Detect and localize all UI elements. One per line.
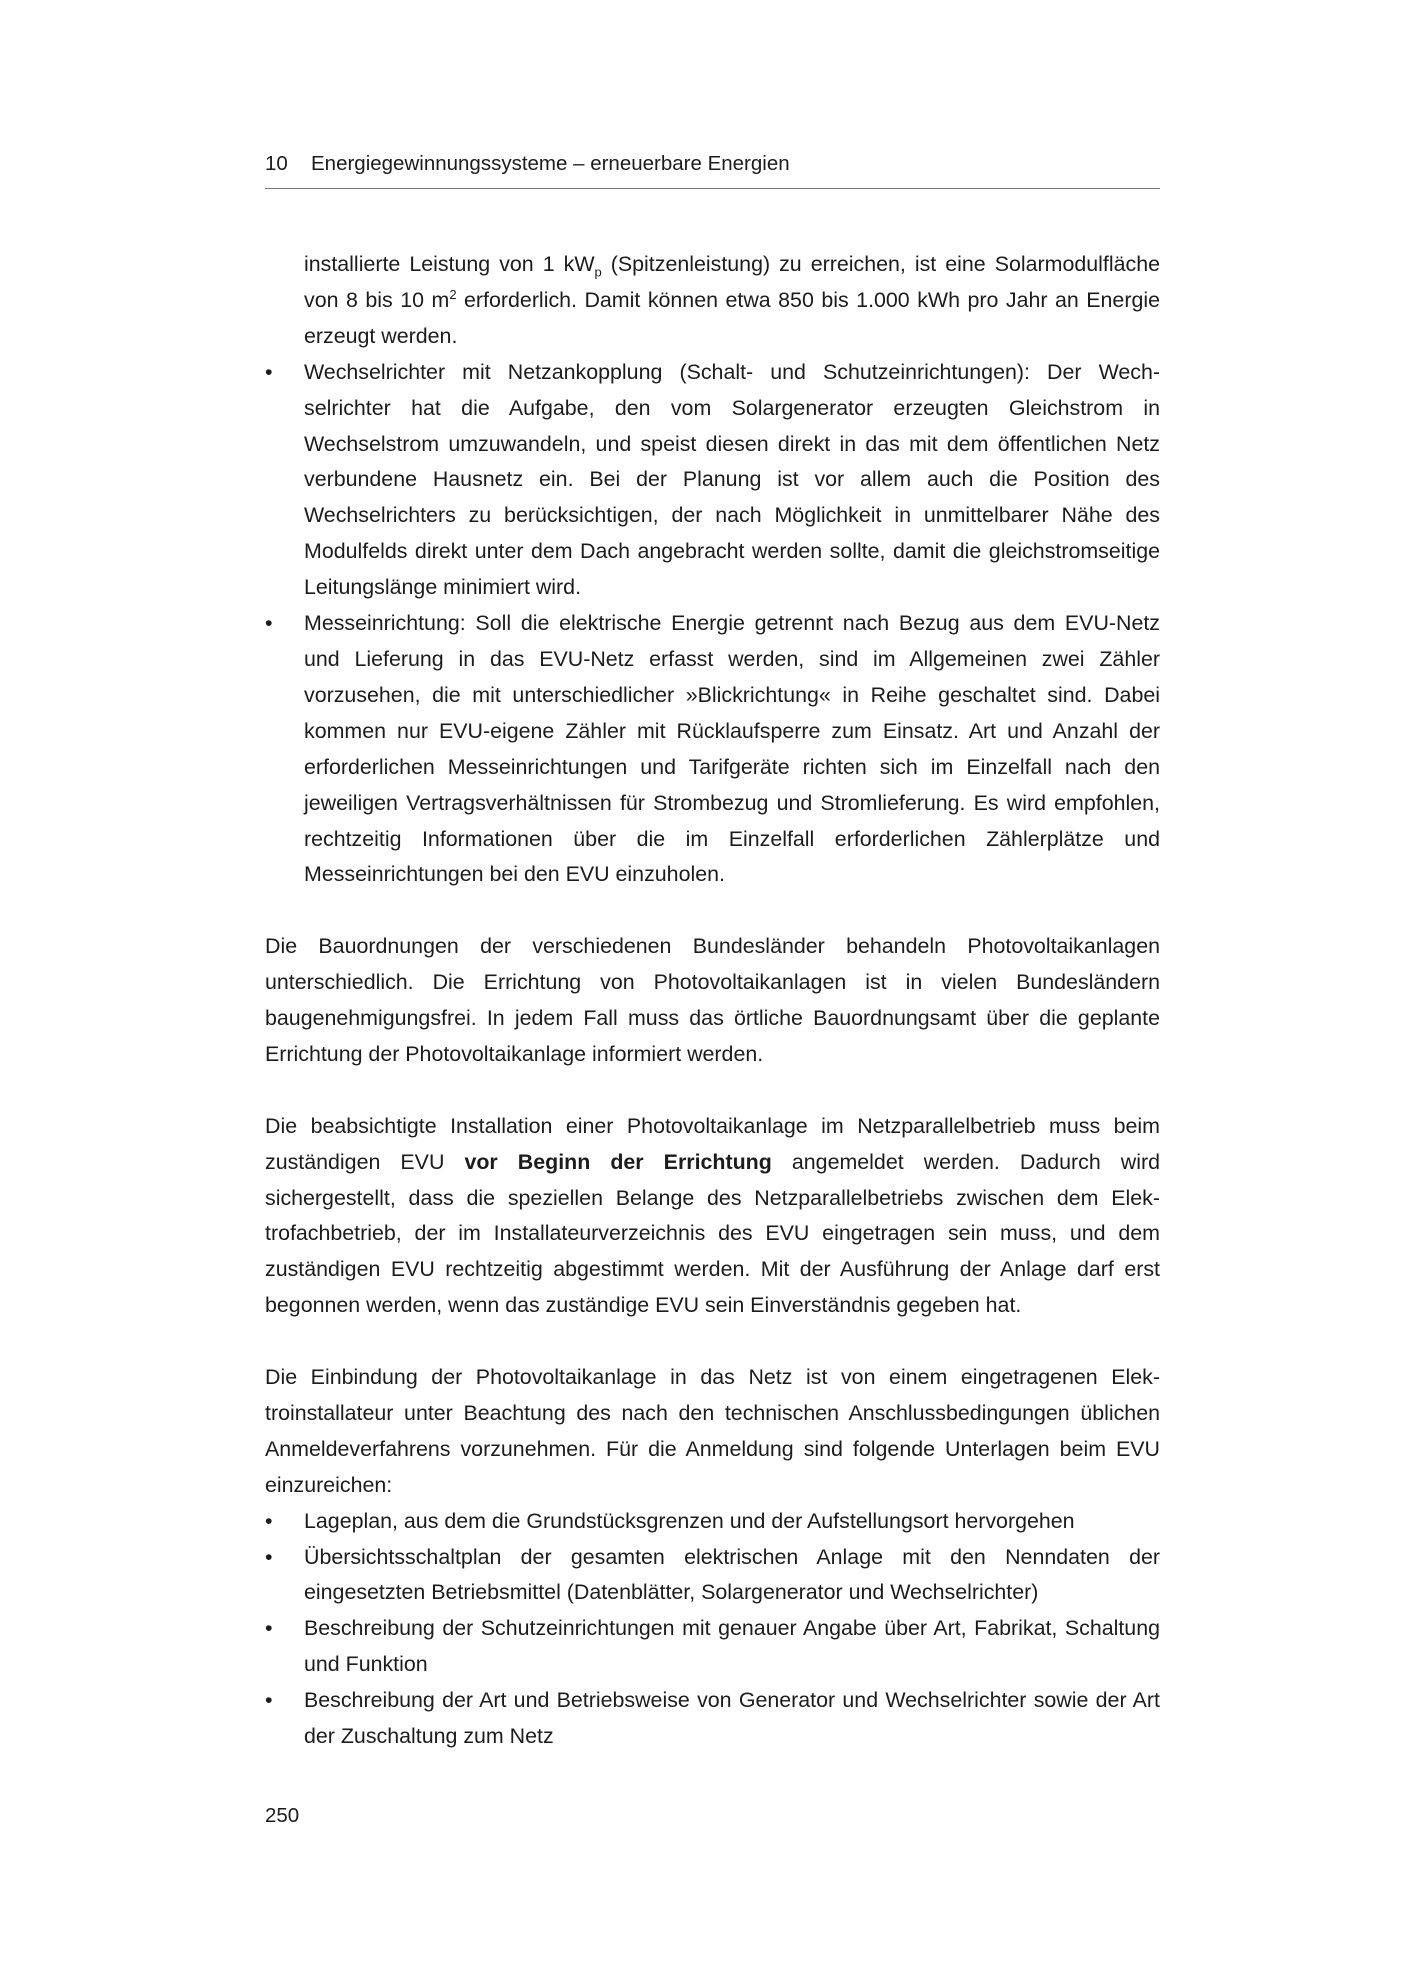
list-item-text: Lageplan, aus dem die Grundstücksgrenzen und der Aufstellungsort hervorgehen xyxy=(304,1508,1075,1533)
bullet-icon: • xyxy=(265,1688,273,1713)
list-item-text: Wechselrichter mit Netzankopplung (Schalt- und Schutzeinrichtungen): Der Wechselrichter hat die Aufgabe, den vom Solargenerator erzeugten Gleichstrom in Wechselstrom umzuwandeln, und speist diesen direkt in das mit dem öffentlichen Netz verbundene Hausnetz ein. Bei der Planung ist vor allem auch die Position des Wechselrichters zu berücksichtigen, der nach Möglichkeit in unmittelbarer Nähe des Modulfelds direkt unter dem Dach angebracht werden sollte, damit die gleichstromseitige Leitungslänge minimiert wird. xyxy=(304,359,1160,600)
list-item xyxy=(265,1504,1160,1540)
bullet-icon: • xyxy=(265,1508,273,1533)
list-item xyxy=(265,1611,1160,1683)
paragraph-text: angemeldet werden. Dadurch wird sichergestellt, dass die speziellen Belange des Netzparallelbetriebs zwischen dem Elektrofachbetrieb, der im Installateurverzeichnis des EVU eingetragen sein muss, und dem zuständigen EVU rechtzeitig abgestimmt werden. Mit der Ausführung der Anlage darf erst begonnen werden, wenn das zuständige EVU sein Einverständnis gegeben hat. xyxy=(265,1149,1160,1318)
documents-list xyxy=(265,1504,1160,1755)
list-item-text: Beschreibung der Schutzeinrichtungen mit genauer Angabe über Art, Fabrikat, Schaltung und Funktion xyxy=(304,1616,1160,1677)
list-item xyxy=(265,606,1160,893)
paragraph-einbindung: Die Einbindung der Photovoltaikanlage in das Netz ist von einem eingetragenen Elektroinstallateur unter Beachtung des nach den technischen Anschlussbedingungen üblichen Anmeldeverfahrens vorzunehmen. Für die Anmeldung sind folgende Unterlagen beim EVU einzureichen: xyxy=(265,1365,1160,1497)
paragraph-text: Die beabsichtigte Installation einer Photovoltaikanlage im Netzparallelbetrieb muss beim zuständigen EVU xyxy=(265,1113,1160,1174)
page-number: 250 xyxy=(265,1804,300,1827)
bullet-icon: • xyxy=(265,359,273,384)
subscript: p xyxy=(594,264,602,280)
list-item xyxy=(265,1683,1160,1755)
list-item-text: Beschreibung der Art und Betriebsweise von Generator und Wechselrichter sowie der Art der Zuschaltung zum Netz xyxy=(304,1688,1160,1749)
paragraph-anmeldung xyxy=(265,1109,1160,1324)
paragraph-bauordnung: Die Bauordnungen der verschiedenen Bundesländer behandeln Photovoltaikanlagen unterschiedlich. Die Errichtung von Photovoltaikanlagen ist in vielen Bundesländern baugenehmigungsfrei. In jedem Fall muss das örtliche Bauordnungsamt über die geplante Errichtung der Photovoltaikanlage informiert werden. xyxy=(265,934,1160,1066)
continuation-text-1: installierte Leistung von 1 kW xyxy=(304,252,595,276)
continuation-text-3: erforderlich. Damit können etwa 850 bis 1.000 kWh pro Jahr an Energie erzeugt werden. xyxy=(304,287,1160,348)
continuation-text-2: (Spitzenleistung) zu erreichen, ist eine Solarmodulfläche von 8 bis 10 m xyxy=(304,252,1160,312)
emphasis-text: vor Beginn der Errichtung xyxy=(464,1149,772,1174)
chapter-title: Energiegewinnungssysteme – erneuerbare Energien xyxy=(311,152,790,175)
chapter-number: 10 xyxy=(265,152,288,175)
bullet-icon: • xyxy=(265,1544,273,1569)
component-list xyxy=(265,355,1160,894)
list-item-text: Messeinrichtung: Soll die elektrische Energie getrennt nach Bezug aus dem EVU-Netz und Lieferung in das EVU-Netz erfasst werden, sind im Allgemeinen zwei Zähler vorzusehen, die mit unterschiedlicher »Blickrichtung« in Reihe geschaltet sind. Dabei kommen nur EVU-eigene Zähler mit Rücklaufsperre zum Einsatz. Art und Anzahl der erforderlichen Messeinrichtungen und Tarifgeräte richten sich im Einzelfall nach den jeweiligen Vertragsverhältnissen für Strombezug und Stromlieferung. Es wird empfohlen, rechtzeitig Informationen über die im Einzelfall erforderlichen Zählerplätze und Messeinrichtungen bei den EVU einzuholen. xyxy=(304,611,1160,887)
running-header xyxy=(265,148,1160,189)
bullet-icon: • xyxy=(265,1616,273,1641)
continuation-paragraph xyxy=(265,247,1160,355)
page-body xyxy=(265,247,1160,1755)
list-item xyxy=(265,1540,1160,1612)
list-item xyxy=(265,355,1160,606)
bullet-icon: • xyxy=(265,611,273,636)
list-item-text: Übersichtsschaltplan der gesamten elektrischen Anlage mit den Nenndaten der eingesetzten Betriebsmittel (Datenblätter, Solargenerator und Wechselrichter) xyxy=(304,1544,1160,1605)
superscript: 2 xyxy=(449,286,457,302)
